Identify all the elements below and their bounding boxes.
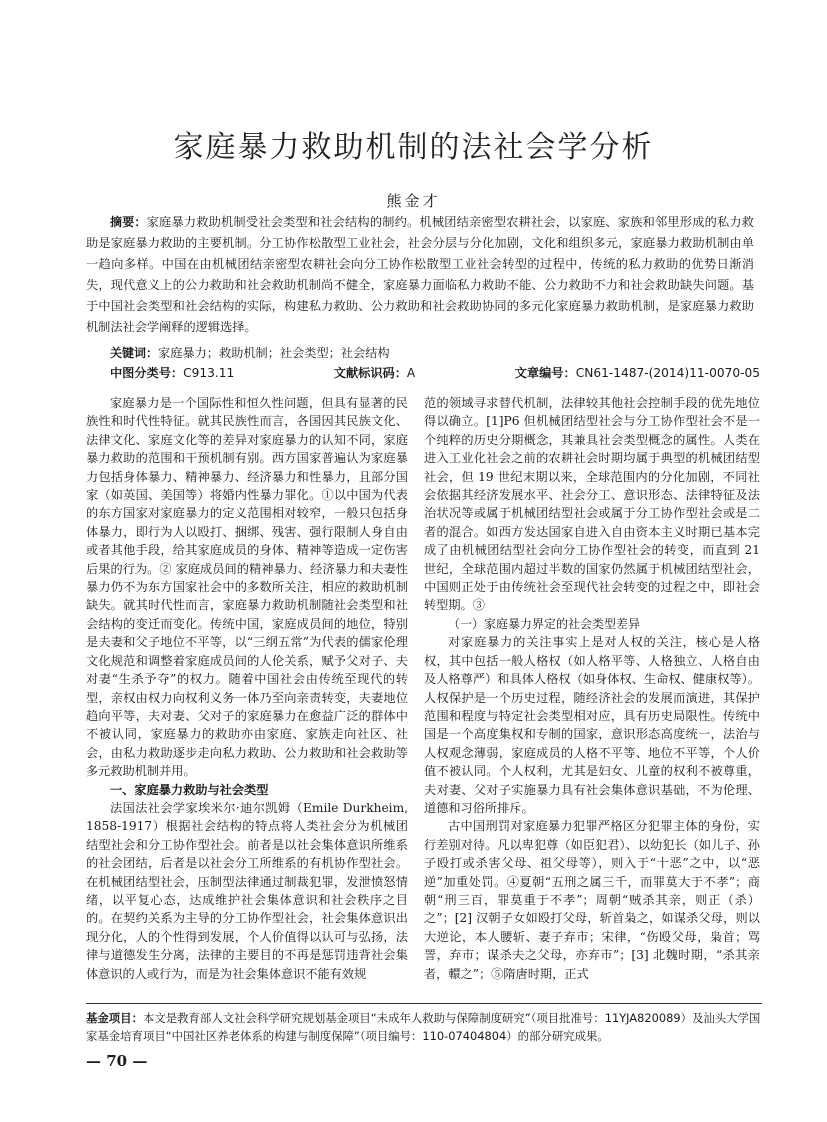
abstract-label: 摘要：	[110, 215, 147, 229]
footnote-divider	[86, 1003, 762, 1004]
abstract	[86, 212, 754, 338]
paragraph: 范的领域寻求替代机制，法律较其他社会控制手段的优先地位得以确立。[1]P6 但机械团结型社会与分工协作型社会不是一个纯粹的历史分期概念，其兼具社会类型概念的属性。人类在进入工业化社会之前的农耕社会时期均属于典型的机械团结型社会，但 19 世纪末期以来，全球范围内的分化加剧，不同社会依据其经济发展水平、社会分工、意识形态、法律特征及法治状况等或属于机械团结型社会或属于分工协作型社会或是二者的混合。如西方发达国家自进入自由资本主义时期已基本完成了由机械团结型社会向分工协作型社会的转变，而直到 21 世纪，全球范围内超过半数的国家仍然属于机械团结型社会，中国则正处于由传统社会至现代社会转变的过程之中，即社会转型期。③	[424, 396, 760, 613]
subsection-heading: （一）家庭暴力界定的社会类型差异	[448, 616, 641, 631]
keywords-label: 关键词：	[110, 346, 159, 360]
article-number: 文章编号：CN61-1487-(2014)11-0070-05	[514, 366, 760, 380]
keywords-text: 家庭暴力；救助机制；社会类型；社会结构	[158, 346, 390, 360]
section-heading: 一、家庭暴力救助与社会类型	[110, 782, 269, 797]
paragraph: 家庭暴力是一个国际性和恒久性问题，但具有显著的民族性和时代性特征。就其民族性而言，各国因其民族文化、法律文化、家庭文化等的差异对家庭暴力的认知不同，家庭暴力救助的范围和干预机制有别。西方国家普遍认为家庭暴力包括身体暴力、精神暴力、经济暴力和性暴力，且部分国家（如英国、美国等）将婚内性暴力罪化。①以中国为代表的东方国家对家庭暴力的定义范围相对较窄，一般只包括身体暴力，即行为人以殴打、捆绑、残害、强行限制人身自由或者其他手段，给其家庭成员的身体、精神等造成一定伤害后果的行为。② 家庭成员间的精神暴力、经济暴力和夫妻性暴力仍不为东方国家社会中的多数所关注，相应的救助机制缺失。就其时代性而言，家庭暴力救助机制随社会类型和社会结构的变迁而变化。传统中国，家庭成员间的地位，特别是夫妻和父子地位不平等，以“三纲五常”为代表的儒家伦理文化规范和调整着家庭成员间的人伦关系，赋予父对子、夫对妻“生杀予夺”的权力。随着中国社会由传统至现代的转型，亲权由权力向权利义务一体乃至向亲责转变，夫妻地位趋向平等，夫对妻、父对子的家庭暴力在愈益广泛的群体中不被认同，家庭暴力的救助亦由家庭、家族走向社区、社会，由私力救助逐步走向私力救助、公力救助和社会救助等多元救助机制并用。	[86, 396, 408, 779]
abstract-text: 家庭暴力救助机制受社会类型和社会结构的制约。机械团结亲密型农耕社会，以家庭、家族和邻里形成的私力救助是家庭暴力救助的主要机制。分工协作松散型工业社会，社会分层与分化加剧，文化和组织多元，家庭暴力救助机制由单一趋向多样。中国在由机械团结亲密型农耕社会向分工协作松散型工业社会转型的过程中，传统的私力救助的优势日渐消失，现代意义上的公力救助和社会救助机制尚不健全，家庭暴力面临私力救助不能、公力救助不力和社会救助缺失问题。基于中国社会类型和社会结构的实际，构建私力救助、公力救助和社会救助协同的多元化家庭暴力救助机制，是家庭暴力救助机制法社会学阐释的逻辑选择。	[86, 215, 754, 334]
document-code: 文献标识码：A	[333, 366, 416, 380]
page-number: — 70 —	[86, 1052, 148, 1070]
classification-line	[110, 364, 760, 381]
paragraph: 对家庭暴力的关注事实上是对人权的关注，核心是人格权，其中包括一般人格权（如人格平等、人格独立、人格自由及人格尊严）和具体人格权（如身体权、生命权、健康权等）。人权保护是一个历史过程，随经济社会的发展而演进，其保护范围和程度与特定社会类型相对应，具有历史局限性。传统中国是一个高度集权和专制的国家，意识形态高度统一，法治与人权观念薄弱，家庭成员的人格不平等、地位不平等，个人价值不被认同。个人权利，尤其是妇女、儿童的权利不被尊重，夫对妻、父对子实施暴力具有社会集体意识基础，不为伦理、道德和习俗所排斥。	[424, 635, 760, 815]
clc-code: 中图分类号：C913.11	[110, 366, 235, 380]
article-author: 熊金才	[386, 192, 441, 210]
paragraph: 古中国刑罚对家庭暴力犯罪严格区分犯罪主体的身份，实行差别对待。凡以卑犯尊（如臣犯君）、以幼犯长（如儿子、孙子殴打或杀害父母、祖父母等），则入于“十恶”之中，以“恶逆”加重处罚。④夏朝“五刑之属三千，而罪莫大于不孝”；商朝“刑三百，罪莫重于不孝”；周朝“贼杀其亲，则正（杀）之”；[2] 汉朝子女如殴打父母，斩首枭之，如谋杀父母，则以大逆论，本人腰斩、妻子弃市；宋律，“伤殴父母，枭首；骂詈，弃市；谋杀夫之父母，亦弃市”；[3] 北魏时期，“杀其亲者，轘之”；⑤隋唐时期，正式	[424, 819, 760, 981]
funding-footnote: 基金项目：本文是教育部人文社会科学研究规划基金项目“未成年人救助与保障制度研究”（项目批准号：11YJA820089）及汕头大学国家基金培育项目“中国社区养老体系的构建与制度保障”（项目编号：110-07404804）的部分研究成果。	[86, 1011, 761, 1043]
article-title: 家庭暴力救助机制的法社会学分析	[173, 130, 654, 165]
keywords	[110, 344, 390, 361]
body-column-right	[424, 394, 760, 983]
body-column-left	[86, 394, 408, 983]
paragraph: 法国法社会学家埃米尔·迪尔凯姆（Emile Durkheim, 1858-1917）根据社会结构的特点将人类社会分为机械团结型社会和分工协作型社会。前者是以社会集体意识所维系的社会团结，后者是以社会分工所维系的有机协作型社会。在机械团结型社会，压制型法律通过制裁犯罪，发泄愤怒情绪，以平复心态，达成维护社会集体意识和社会秩序之目的。在契约关系为主导的分工协作型社会，社会集体意识出现分化，人的个性得到发展，个人价值得以认可与弘扬，法律与道德发生分离，法律的主要目的不再是惩罚违背社会集体意识的人或行为，而是为社会集体意识不能有效规	[86, 800, 408, 981]
